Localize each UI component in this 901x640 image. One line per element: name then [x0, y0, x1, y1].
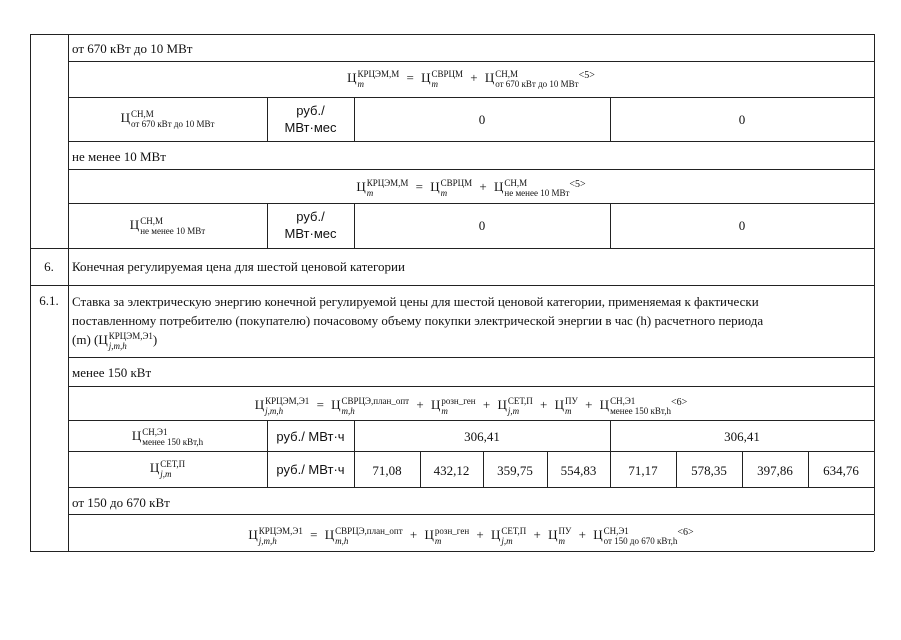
row-divider: [30, 248, 874, 249]
range-label: менее 150 кВт: [72, 365, 152, 380]
value-cell: 71,08: [372, 463, 402, 478]
range-label: от 670 кВт до 10 МВт: [72, 41, 193, 56]
row-divider: [68, 203, 874, 204]
value-cell: 578,35: [691, 463, 727, 478]
row-divider: [68, 386, 874, 387]
tariff-symbol: Ц СН,Э1 менее 150 кВт,h: [131, 426, 204, 447]
formula: Ц КРЦЭМ,Э1 j,m,h = Ц СВРЦЭ,план_опт m,h + Ц розн_ген m + Ц СЕТ,П j,m + Ц ПУ m + Ц СН,Э1 от 150 до 670 кВт,h $^{<6>}$: [248, 525, 694, 546]
value-cell: 634,76: [823, 463, 859, 478]
range-label: не менее 10 МВт: [72, 149, 166, 164]
unit-cell: руб./ МВт·ч: [276, 429, 345, 444]
row-divider: [68, 514, 874, 515]
value-cell: 432,12: [433, 463, 470, 478]
tariff-symbol: Ц СН,М от 670 кВт до 10 МВт: [120, 108, 215, 129]
value-cell: 0: [478, 218, 486, 233]
formula: Ц КРЦЭМ,М m = Ц СВРЦМ m + Ц СН,М от 670 кВт до 10 МВт $^{<5>}$: [347, 68, 595, 89]
section-title: Конечная регулируемая цена для шестой ценовой категории: [72, 259, 405, 274]
formula: Ц КРЦЭМ,Э1 j,m,h = Ц СВРЦЭ,план_опт m,h + Ц розн_ген m + Ц СЕТ,П j,m + Ц ПУ m + Ц СН,Э1 менее 150 кВт,h $^{<6>}$: [254, 395, 688, 416]
unit-cell: руб./ МВт·ч: [276, 462, 345, 477]
row-divider: [68, 420, 874, 421]
row-divider: [68, 141, 874, 142]
table-border-top: [30, 34, 874, 35]
row-divider: [68, 169, 874, 170]
value-cell: 397,86: [757, 463, 793, 478]
section-number: 6.: [44, 259, 54, 274]
section-number: 6.1.: [39, 293, 59, 308]
value-cell: 306,41: [464, 429, 500, 444]
row-divider: [68, 451, 874, 452]
tariff-symbol: Ц СН,М не менее 10 МВт: [129, 215, 206, 236]
row-divider: [68, 61, 874, 62]
value-cell: 306,41: [724, 429, 760, 444]
table-border-bottom: [30, 551, 874, 552]
formula-row: [68, 176, 874, 198]
formula: Ц КРЦЭМ,М m = Ц СВРЦМ m + Ц СН,М не менее 10 МВт $^{<5>}$: [356, 177, 586, 198]
value-cell: 71,17: [628, 463, 658, 478]
row-divider: [68, 97, 874, 98]
table-border-right: [874, 34, 875, 551]
formula-row: [68, 67, 874, 89]
section-description: Ставка за электрическую энергию конечной регулируемой цены для шестой ценовой категории, применяемая к фактически поставленному потребителю (покупателю) почасовому объему покупки электрической энергии в час (h) расчетного периода (m) (Ц КРЦЭМ,Э1 j,m,h ): [72, 294, 764, 351]
value-cell: 554,83: [560, 463, 597, 478]
unit-cell: руб./ МВт·мес: [284, 209, 337, 241]
formula-row: [68, 524, 874, 546]
unit-cell: руб./ МВт·мес: [284, 103, 337, 135]
value-cell: 0: [478, 112, 486, 127]
value-cell: 0: [738, 218, 746, 233]
row-divider: [30, 285, 874, 286]
row-divider: [68, 487, 874, 488]
value-cell: 0: [738, 112, 746, 127]
range-label: от 150 до 670 кВт: [72, 495, 170, 510]
formula-row: [68, 394, 874, 416]
value-cell: 359,75: [497, 463, 533, 478]
tariff-symbol: Ц СЕТ,П j,m: [149, 458, 186, 479]
row-divider: [68, 357, 874, 358]
